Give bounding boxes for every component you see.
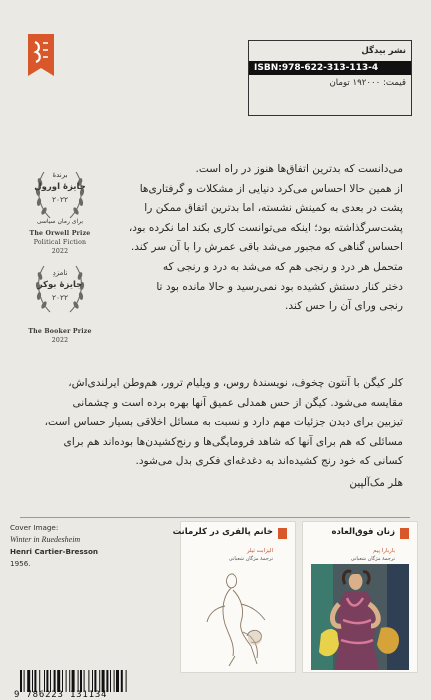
artist-name: Henri Cartier-Bresson bbox=[10, 547, 98, 556]
text-line: پشت در بعدی به کمینش نشسته، اما بدترین اتفاق ممکن را bbox=[144, 202, 403, 215]
text-line: کسانی که خود رنج کشیده‌اند به دغدغه‌ای فکری بدل می‌شود. bbox=[135, 455, 403, 468]
barcode-bar bbox=[24, 670, 25, 692]
prize-year: ۲۰۲۲ bbox=[51, 195, 69, 204]
barcode-bar bbox=[57, 670, 60, 692]
divider bbox=[20, 517, 410, 518]
barcode-bar bbox=[106, 670, 108, 692]
book-author: الیزابت تیلر bbox=[246, 548, 273, 554]
barcode-bar bbox=[39, 670, 40, 692]
prize-name: جایزهٔ بوکر bbox=[37, 280, 83, 290]
barcode-icon bbox=[20, 670, 170, 692]
text-line: پشت‌سرگذاشته بود؛ اینکه می‌توانست کاری بکند اما نکرده بود، bbox=[128, 221, 403, 234]
barcode-bar bbox=[50, 670, 51, 692]
barcode-bar bbox=[54, 670, 56, 692]
barcode-bar bbox=[102, 670, 105, 692]
barcode-bar bbox=[80, 670, 82, 692]
bookmark-icon bbox=[400, 528, 409, 539]
text-line: از همین حالا احساس می‌کرد دنیایی از مشکلات و گرفتاری‌ها bbox=[139, 182, 403, 195]
excerpt-paragraph bbox=[128, 160, 403, 317]
prize-en-name: The Orwell Prize bbox=[29, 230, 91, 237]
artwork-year: 1956. bbox=[10, 559, 31, 568]
cover-image-caption bbox=[10, 522, 98, 570]
barcode-bar bbox=[121, 670, 123, 692]
price: قیمت: ۱۹۲۰۰۰ تومان bbox=[329, 78, 406, 88]
barcode-bar bbox=[126, 670, 127, 692]
sketch-illustration bbox=[195, 566, 281, 670]
isbn: ISBN:978-622-313-113-4 bbox=[249, 61, 411, 75]
barcode-bar bbox=[110, 670, 111, 692]
booker-prize-badge bbox=[10, 262, 110, 344]
barcode-bar bbox=[116, 670, 119, 692]
barcode-bar bbox=[32, 670, 33, 692]
prize-en-category: Political Fiction bbox=[33, 239, 87, 246]
barcode-bar bbox=[99, 670, 100, 692]
review-paragraph bbox=[13, 374, 403, 472]
text-line: تیزبین برای دیدن جزئیات مهم دارد و نسبت به مسائل اخلاقی بسیار حساس است، bbox=[44, 416, 403, 429]
prize-category: برای رمان سیاسی bbox=[36, 218, 84, 225]
prize-en-name: The Booker Prize bbox=[28, 328, 92, 335]
barcode-bar bbox=[84, 670, 85, 692]
barcode-bar bbox=[69, 670, 70, 692]
prize-en-year: 2022 bbox=[51, 248, 69, 255]
text-line: می‌دانست که بدترین اتفاق‌ها هنوز در راه است. bbox=[195, 163, 403, 175]
text-line: رنجی ورای آن را حس کند. bbox=[284, 300, 403, 313]
publisher-name: نشر بیدگل bbox=[361, 46, 406, 56]
related-book-cover bbox=[172, 522, 295, 672]
barcode-bar bbox=[44, 670, 45, 692]
text-line: دختر کنار دستش کشیده بود نمی‌رسید و حالا مانده بود تا bbox=[156, 280, 403, 293]
barcode-bar bbox=[88, 670, 89, 692]
prize-label: برندهٔ bbox=[52, 171, 68, 179]
text-line: مسائلی که هم برای آنها که شاهد فرومایگی‌ها و رنج‌کشیدن‌ها بوده‌اند هم برای bbox=[63, 435, 403, 448]
book-translator: ترجمهٔ مژگان شعبانی bbox=[350, 556, 395, 562]
book-title: زنان فوق‌العاده bbox=[331, 527, 395, 537]
barcode-bar bbox=[114, 670, 115, 692]
barcode-bar bbox=[46, 670, 48, 692]
barcode-bar bbox=[72, 670, 75, 692]
barcode-bar bbox=[34, 670, 36, 692]
caption-heading: Cover Image: bbox=[10, 523, 59, 532]
barcode-bar bbox=[94, 670, 96, 692]
barcode-bar bbox=[62, 670, 63, 692]
prize-label: نامزدِ bbox=[52, 269, 68, 277]
publisher-info-box bbox=[248, 40, 412, 116]
prize-name: جایزهٔ اورول bbox=[34, 182, 86, 192]
book-title: خانم پالفری در کلرمانت bbox=[172, 527, 273, 537]
book-author: باربارا پیم bbox=[373, 548, 395, 554]
related-book-cover bbox=[303, 522, 417, 672]
barcode-bar bbox=[20, 670, 22, 692]
text-line: کلر کیگن با آنتون چخوف، نویسندهٔ روس، و ویلیام ترور، هم‌وطن ایرلندی‌اش، bbox=[68, 377, 403, 389]
barcode-bar bbox=[92, 670, 93, 692]
barcode bbox=[10, 670, 300, 700]
publisher-logo bbox=[28, 34, 54, 76]
barcode-number: 9 786223 131134 bbox=[14, 690, 108, 700]
bookmark-icon bbox=[278, 528, 287, 539]
orwell-prize-badge bbox=[10, 168, 110, 255]
prize-en-year: 2022 bbox=[51, 337, 69, 344]
text-line: مقایسه می‌شود. کیگن از حس همدلی عمیق آنها بهره برده است و چشمانی bbox=[72, 396, 403, 409]
review-signature: هلر مک‌آلپین bbox=[349, 477, 403, 489]
painting-illustration bbox=[311, 564, 409, 670]
artwork-title: Winter in Ruedesheim bbox=[10, 535, 81, 544]
prize-year: ۲۰۲۲ bbox=[51, 293, 69, 302]
text-line: متحمل هر درد و رنجی هم که می‌شد به درد و رنجی که bbox=[162, 260, 403, 273]
text-line: احساس گناهی که مجبور می‌شد باقی عمرش را با آن سر کند. bbox=[130, 241, 403, 254]
barcode-bar bbox=[27, 670, 30, 692]
barcode-bar bbox=[66, 670, 67, 692]
book-translator: ترجمهٔ مژگان شعبانی bbox=[228, 556, 273, 562]
barcode-bar bbox=[78, 670, 79, 692]
